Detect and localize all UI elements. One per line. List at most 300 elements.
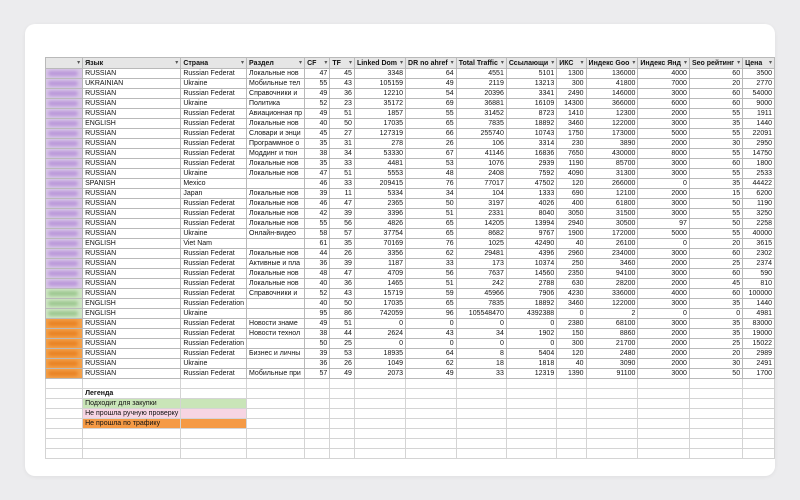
empty-cell[interactable] xyxy=(330,379,355,389)
cell-cf[interactable]: 36 xyxy=(305,259,330,269)
empty-cell[interactable] xyxy=(305,429,330,439)
cell-section[interactable]: Локальные нов xyxy=(247,219,305,229)
cell-iy[interactable]: 2000 xyxy=(638,279,690,289)
empty-cell[interactable] xyxy=(586,449,638,459)
cell-iy[interactable]: 2000 xyxy=(638,339,690,349)
cell-tf[interactable]: 43 xyxy=(330,79,355,89)
cell-country[interactable]: Japan xyxy=(181,189,247,199)
cell-seo[interactable]: 60 xyxy=(689,289,742,299)
cell-cf[interactable]: 42 xyxy=(305,209,330,219)
empty-cell[interactable] xyxy=(305,399,330,409)
cell-dr[interactable]: 33 xyxy=(406,259,457,269)
cell-ref[interactable]: 12319 xyxy=(506,369,556,379)
cell-ref[interactable]: 4396 xyxy=(506,249,556,259)
cell-iks[interactable]: 2940 xyxy=(557,219,586,229)
cell-lang[interactable]: RUSSIAN xyxy=(83,99,181,109)
cell-ig[interactable]: 146000 xyxy=(586,89,638,99)
cell-section[interactable]: Мобильные при xyxy=(247,369,305,379)
column-header[interactable] xyxy=(689,58,742,69)
cell-section[interactable] xyxy=(247,239,305,249)
empty-cell[interactable] xyxy=(330,449,355,459)
cell-iks[interactable]: 1410 xyxy=(557,109,586,119)
cell-ld[interactable]: 2365 xyxy=(354,199,405,209)
cell-ref[interactable]: 47502 xyxy=(506,179,556,189)
cell-iy[interactable]: 8000 xyxy=(638,149,690,159)
cell-ld[interactable]: 17035 xyxy=(354,299,405,309)
cell-iks[interactable]: 2350 xyxy=(557,269,586,279)
cell-country[interactable]: Russian Federation xyxy=(181,339,247,349)
empty-cell[interactable] xyxy=(743,389,775,399)
empty-cell[interactable] xyxy=(181,449,247,459)
cell-lang[interactable]: UKRAINIAN xyxy=(83,79,181,89)
empty-cell[interactable] xyxy=(354,379,405,389)
filter-dropdown-icon[interactable]: ▾ xyxy=(768,60,772,66)
cell-ld[interactable]: 15719 xyxy=(354,289,405,299)
cell-price[interactable]: 1440 xyxy=(743,299,775,309)
empty-cell[interactable] xyxy=(743,379,775,389)
column-header[interactable] xyxy=(181,58,247,69)
empty-cell[interactable] xyxy=(456,409,506,419)
cell-ref[interactable]: 16109 xyxy=(506,99,556,109)
cell-seo[interactable]: 55 xyxy=(689,169,742,179)
cell-tt[interactable]: 255740 xyxy=(456,129,506,139)
empty-cell[interactable] xyxy=(46,379,83,389)
filter-dropdown-icon[interactable]: ▾ xyxy=(299,60,303,66)
empty-cell[interactable] xyxy=(456,399,506,409)
column-header[interactable] xyxy=(406,58,457,69)
cell-ref[interactable]: 13213 xyxy=(506,79,556,89)
cell-country[interactable]: Russian Federat xyxy=(181,259,247,269)
column-header[interactable] xyxy=(354,58,405,69)
cell-section[interactable]: Онлайн-видео xyxy=(247,229,305,239)
empty-cell[interactable] xyxy=(689,409,742,419)
cell-tt[interactable]: 1076 xyxy=(456,159,506,169)
column-header[interactable] xyxy=(46,58,83,69)
cell-price[interactable]: 2989 xyxy=(743,349,775,359)
empty-cell[interactable] xyxy=(638,399,690,409)
cell-ref[interactable]: 18892 xyxy=(506,299,556,309)
cell-ref[interactable]: 2939 xyxy=(506,159,556,169)
cell-tf[interactable]: 49 xyxy=(330,369,355,379)
cell-iy[interactable]: 0 xyxy=(638,309,690,319)
cell-ref[interactable]: 14560 xyxy=(506,269,556,279)
cell-iks[interactable]: 690 xyxy=(557,189,586,199)
cell-tt[interactable]: 106 xyxy=(456,139,506,149)
cell-ref[interactable]: 7906 xyxy=(506,289,556,299)
cell-tt[interactable]: 3197 xyxy=(456,199,506,209)
cell-seo[interactable]: 15 xyxy=(689,189,742,199)
cell-ig[interactable]: 2480 xyxy=(586,349,638,359)
cell-iks[interactable]: 300 xyxy=(557,79,586,89)
cell-ig[interactable]: 136000 xyxy=(586,69,638,79)
cell-tt[interactable]: 7637 xyxy=(456,269,506,279)
column-header[interactable] xyxy=(638,58,690,69)
cell-iks[interactable]: 1900 xyxy=(557,229,586,239)
redacted-site-cell[interactable] xyxy=(46,219,83,229)
cell-iy[interactable]: 5000 xyxy=(638,229,690,239)
cell-iks[interactable]: 14300 xyxy=(557,99,586,109)
empty-cell[interactable] xyxy=(354,419,405,429)
empty-cell[interactable] xyxy=(506,419,556,429)
empty-cell[interactable] xyxy=(586,389,638,399)
cell-section[interactable]: Политика xyxy=(247,99,305,109)
column-header[interactable] xyxy=(83,58,181,69)
cell-iks[interactable]: 630 xyxy=(557,279,586,289)
empty-cell[interactable] xyxy=(743,449,775,459)
empty-cell[interactable] xyxy=(46,419,83,429)
empty-cell[interactable] xyxy=(406,399,457,409)
cell-lang[interactable]: RUSSIAN xyxy=(83,279,181,289)
cell-price[interactable]: 83000 xyxy=(743,319,775,329)
cell-dr[interactable]: 51 xyxy=(406,209,457,219)
cell-tf[interactable]: 53 xyxy=(330,349,355,359)
cell-iks[interactable]: 230 xyxy=(557,139,586,149)
empty-cell[interactable] xyxy=(354,449,405,459)
cell-tt[interactable]: 1025 xyxy=(456,239,506,249)
cell-tf[interactable]: 50 xyxy=(330,119,355,129)
cell-ld[interactable]: 3396 xyxy=(354,209,405,219)
cell-seo[interactable]: 55 xyxy=(689,129,742,139)
cell-price[interactable]: 100000 xyxy=(743,289,775,299)
cell-cf[interactable]: 46 xyxy=(305,199,330,209)
cell-tf[interactable]: 50 xyxy=(330,299,355,309)
cell-ig[interactable]: 3890 xyxy=(586,139,638,149)
cell-ld[interactable]: 53330 xyxy=(354,149,405,159)
cell-cf[interactable]: 40 xyxy=(305,299,330,309)
cell-ig[interactable]: 430000 xyxy=(586,149,638,159)
empty-cell[interactable] xyxy=(506,409,556,419)
empty-cell[interactable] xyxy=(456,389,506,399)
redacted-site-cell[interactable] xyxy=(46,329,83,339)
empty-cell[interactable] xyxy=(46,429,83,439)
cell-ig[interactable]: 3460 xyxy=(586,259,638,269)
cell-ref[interactable]: 18892 xyxy=(506,119,556,129)
legend-swatch-ext[interactable] xyxy=(181,409,247,419)
empty-cell[interactable] xyxy=(557,379,586,389)
cell-country[interactable]: Russian Federat xyxy=(181,129,247,139)
empty-cell[interactable] xyxy=(586,439,638,449)
cell-cf[interactable]: 45 xyxy=(305,129,330,139)
cell-seo[interactable]: 50 xyxy=(689,369,742,379)
cell-ig[interactable]: 266000 xyxy=(586,179,638,189)
cell-section[interactable]: Локальные нов xyxy=(247,189,305,199)
cell-section[interactable]: Локальные нов xyxy=(247,249,305,259)
redacted-site-cell[interactable] xyxy=(46,129,83,139)
empty-cell[interactable] xyxy=(406,379,457,389)
cell-ig[interactable]: 26100 xyxy=(586,239,638,249)
cell-price[interactable]: 1700 xyxy=(743,369,775,379)
cell-ig[interactable]: 366000 xyxy=(586,99,638,109)
cell-tf[interactable]: 23 xyxy=(330,99,355,109)
cell-lang[interactable]: RUSSIAN xyxy=(83,159,181,169)
cell-lang[interactable]: RUSSIAN xyxy=(83,89,181,99)
cell-iks[interactable]: 2960 xyxy=(557,249,586,259)
cell-ld[interactable]: 1187 xyxy=(354,259,405,269)
cell-tt[interactable]: 173 xyxy=(456,259,506,269)
cell-country[interactable]: Russian Federat xyxy=(181,199,247,209)
cell-tf[interactable]: 47 xyxy=(330,199,355,209)
cell-section[interactable]: Активные и пла xyxy=(247,259,305,269)
cell-iks[interactable]: 1750 xyxy=(557,129,586,139)
cell-ld[interactable]: 18935 xyxy=(354,349,405,359)
cell-tt[interactable]: 20396 xyxy=(456,89,506,99)
cell-iy[interactable]: 3000 xyxy=(638,249,690,259)
cell-tf[interactable]: 36 xyxy=(330,279,355,289)
column-header[interactable] xyxy=(557,58,586,69)
cell-iy[interactable]: 3000 xyxy=(638,169,690,179)
cell-section[interactable]: Локальные нов xyxy=(247,169,305,179)
empty-cell[interactable] xyxy=(586,429,638,439)
cell-seo[interactable]: 55 xyxy=(689,229,742,239)
cell-country[interactable]: Russian Federat xyxy=(181,139,247,149)
cell-section[interactable]: Справочники и xyxy=(247,289,305,299)
cell-section[interactable]: Локальные нов xyxy=(247,159,305,169)
cell-seo[interactable]: 50 xyxy=(689,219,742,229)
cell-ref[interactable]: 0 xyxy=(506,319,556,329)
filter-dropdown-icon[interactable]: ▾ xyxy=(348,60,352,66)
cell-tt[interactable]: 33 xyxy=(456,369,506,379)
column-header[interactable] xyxy=(743,58,775,69)
cell-iy[interactable]: 3000 xyxy=(638,269,690,279)
cell-ig[interactable]: 12300 xyxy=(586,109,638,119)
empty-cell[interactable] xyxy=(247,419,305,429)
empty-cell[interactable] xyxy=(247,449,305,459)
cell-dr[interactable]: 54 xyxy=(406,89,457,99)
empty-cell[interactable] xyxy=(586,409,638,419)
cell-dr[interactable]: 67 xyxy=(406,149,457,159)
empty-cell[interactable] xyxy=(743,419,775,429)
filter-dropdown-icon[interactable]: ▾ xyxy=(580,60,584,66)
cell-seo[interactable]: 0 xyxy=(689,309,742,319)
cell-tf[interactable]: 51 xyxy=(330,169,355,179)
cell-cf[interactable]: 46 xyxy=(305,179,330,189)
cell-ld[interactable]: 105159 xyxy=(354,79,405,89)
cell-seo[interactable]: 30 xyxy=(689,359,742,369)
cell-ig[interactable]: 122000 xyxy=(586,119,638,129)
cell-ref[interactable]: 7592 xyxy=(506,169,556,179)
cell-price[interactable]: 40000 xyxy=(743,229,775,239)
cell-iy[interactable]: 2000 xyxy=(638,349,690,359)
cell-ld[interactable]: 5553 xyxy=(354,169,405,179)
redacted-site-cell[interactable] xyxy=(46,109,83,119)
cell-section[interactable] xyxy=(247,309,305,319)
empty-cell[interactable] xyxy=(46,399,83,409)
column-header[interactable] xyxy=(586,58,638,69)
cell-tt[interactable]: 104 xyxy=(456,189,506,199)
empty-cell[interactable] xyxy=(689,419,742,429)
cell-dr[interactable]: 62 xyxy=(406,359,457,369)
cell-dr[interactable]: 69 xyxy=(406,99,457,109)
cell-price[interactable]: 54000 xyxy=(743,89,775,99)
cell-lang[interactable]: SPANISH xyxy=(83,179,181,189)
cell-tf[interactable]: 47 xyxy=(330,269,355,279)
column-header[interactable] xyxy=(247,58,305,69)
filter-dropdown-icon[interactable]: ▾ xyxy=(737,60,741,66)
cell-tf[interactable]: 34 xyxy=(330,149,355,159)
cell-dr[interactable]: 62 xyxy=(406,249,457,259)
empty-cell[interactable] xyxy=(354,389,405,399)
cell-price[interactable]: 2258 xyxy=(743,219,775,229)
cell-lang[interactable]: RUSSIAN xyxy=(83,319,181,329)
empty-cell[interactable] xyxy=(456,429,506,439)
cell-iy[interactable]: 6000 xyxy=(638,99,690,109)
cell-lang[interactable]: ENGLISH xyxy=(83,119,181,129)
empty-cell[interactable] xyxy=(506,389,556,399)
cell-ref[interactable]: 3341 xyxy=(506,89,556,99)
cell-price[interactable]: 2950 xyxy=(743,139,775,149)
redacted-site-cell[interactable] xyxy=(46,299,83,309)
cell-tf[interactable]: 43 xyxy=(330,289,355,299)
empty-cell[interactable] xyxy=(506,379,556,389)
cell-tf[interactable]: 39 xyxy=(330,209,355,219)
cell-tf[interactable]: 86 xyxy=(330,309,355,319)
cell-dr[interactable]: 51 xyxy=(406,279,457,289)
cell-ref[interactable]: 2788 xyxy=(506,279,556,289)
cell-country[interactable]: Ukraine xyxy=(181,169,247,179)
redacted-site-cell[interactable] xyxy=(46,239,83,249)
cell-ld[interactable]: 0 xyxy=(354,319,405,329)
cell-tt[interactable]: 7835 xyxy=(456,119,506,129)
cell-tt[interactable]: 7835 xyxy=(456,299,506,309)
cell-country[interactable]: Russian Federat xyxy=(181,349,247,359)
cell-ld[interactable]: 4481 xyxy=(354,159,405,169)
redacted-site-cell[interactable] xyxy=(46,99,83,109)
cell-ig[interactable]: 28200 xyxy=(586,279,638,289)
cell-price[interactable]: 1190 xyxy=(743,199,775,209)
cell-iy[interactable]: 2000 xyxy=(638,259,690,269)
cell-iy[interactable]: 7000 xyxy=(638,79,690,89)
cell-dr[interactable]: 65 xyxy=(406,119,457,129)
cell-ld[interactable]: 1049 xyxy=(354,359,405,369)
cell-lang[interactable]: RUSSIAN xyxy=(83,219,181,229)
empty-cell[interactable] xyxy=(406,419,457,429)
cell-seo[interactable]: 25 xyxy=(689,339,742,349)
cell-country[interactable]: Russian Federat xyxy=(181,369,247,379)
cell-dr[interactable]: 50 xyxy=(406,199,457,209)
cell-country[interactable]: Russian Federat xyxy=(181,249,247,259)
empty-cell[interactable] xyxy=(638,389,690,399)
cell-tf[interactable]: 26 xyxy=(330,359,355,369)
cell-dr[interactable]: 64 xyxy=(406,69,457,79)
cell-ig[interactable]: 336000 xyxy=(586,289,638,299)
cell-dr[interactable]: 76 xyxy=(406,179,457,189)
cell-ref[interactable]: 5101 xyxy=(506,69,556,79)
cell-lang[interactable]: RUSSIAN xyxy=(83,209,181,219)
cell-tf[interactable]: 36 xyxy=(330,89,355,99)
cell-tt[interactable]: 31452 xyxy=(456,109,506,119)
cell-section[interactable]: Локальные нов xyxy=(247,209,305,219)
cell-cf[interactable]: 61 xyxy=(305,239,330,249)
cell-ld[interactable]: 2073 xyxy=(354,369,405,379)
cell-country[interactable]: Viet Nam xyxy=(181,239,247,249)
cell-iy[interactable]: 4000 xyxy=(638,289,690,299)
cell-price[interactable]: 3250 xyxy=(743,209,775,219)
cell-tt[interactable]: 36881 xyxy=(456,99,506,109)
cell-seo[interactable]: 25 xyxy=(689,259,742,269)
cell-cf[interactable]: 52 xyxy=(305,99,330,109)
spreadsheet-viewport[interactable] xyxy=(45,57,775,469)
cell-dr[interactable]: 0 xyxy=(406,339,457,349)
cell-price[interactable]: 2491 xyxy=(743,359,775,369)
cell-cf[interactable]: 49 xyxy=(305,319,330,329)
cell-ref[interactable]: 0 xyxy=(506,339,556,349)
empty-cell[interactable] xyxy=(743,439,775,449)
cell-tf[interactable]: 33 xyxy=(330,159,355,169)
cell-dr[interactable]: 49 xyxy=(406,79,457,89)
cell-dr[interactable]: 65 xyxy=(406,219,457,229)
cell-price[interactable]: 19000 xyxy=(743,329,775,339)
empty-cell[interactable] xyxy=(638,409,690,419)
cell-tt[interactable]: 2331 xyxy=(456,209,506,219)
cell-ref[interactable]: 1333 xyxy=(506,189,556,199)
cell-ld[interactable]: 12210 xyxy=(354,89,405,99)
empty-cell[interactable] xyxy=(330,419,355,429)
column-header[interactable] xyxy=(506,58,556,69)
column-header[interactable] xyxy=(330,58,355,69)
redacted-site-cell[interactable] xyxy=(46,209,83,219)
cell-cf[interactable]: 35 xyxy=(305,139,330,149)
cell-ig[interactable]: 91100 xyxy=(586,369,638,379)
cell-section[interactable]: Локальные нов xyxy=(247,119,305,129)
cell-seo[interactable]: 60 xyxy=(689,269,742,279)
cell-dr[interactable]: 59 xyxy=(406,289,457,299)
cell-iy[interactable]: 0 xyxy=(638,179,690,189)
cell-cf[interactable]: 39 xyxy=(305,349,330,359)
redacted-site-cell[interactable] xyxy=(46,359,83,369)
cell-tf[interactable]: 35 xyxy=(330,239,355,249)
empty-cell[interactable] xyxy=(689,439,742,449)
cell-dr[interactable]: 53 xyxy=(406,159,457,169)
cell-section[interactable]: Авиационная пр xyxy=(247,109,305,119)
empty-cell[interactable] xyxy=(305,439,330,449)
cell-lang[interactable]: ENGLISH xyxy=(83,309,181,319)
empty-cell[interactable] xyxy=(83,449,181,459)
cell-iy[interactable]: 3000 xyxy=(638,319,690,329)
cell-seo[interactable]: 55 xyxy=(689,149,742,159)
cell-ref[interactable]: 4392388 xyxy=(506,309,556,319)
cell-country[interactable]: Ukraine xyxy=(181,359,247,369)
cell-ld[interactable]: 209415 xyxy=(354,179,405,189)
cell-seo[interactable]: 60 xyxy=(689,159,742,169)
cell-country[interactable]: Russian Federat xyxy=(181,119,247,129)
filter-dropdown-icon[interactable]: ▾ xyxy=(551,60,555,66)
empty-cell[interactable] xyxy=(354,439,405,449)
cell-section[interactable] xyxy=(247,339,305,349)
cell-cf[interactable]: 35 xyxy=(305,159,330,169)
cell-ld[interactable]: 2624 xyxy=(354,329,405,339)
cell-tt[interactable]: 18 xyxy=(456,359,506,369)
empty-cell[interactable] xyxy=(247,379,305,389)
cell-tf[interactable]: 33 xyxy=(330,179,355,189)
cell-iy[interactable]: 2000 xyxy=(638,359,690,369)
cell-country[interactable]: Russian Federat xyxy=(181,269,247,279)
cell-section[interactable]: Локальные нов xyxy=(247,199,305,209)
empty-cell[interactable] xyxy=(330,399,355,409)
empty-cell[interactable] xyxy=(305,409,330,419)
cell-price[interactable]: 810 xyxy=(743,279,775,289)
cell-cf[interactable]: 44 xyxy=(305,249,330,259)
cell-dr[interactable]: 96 xyxy=(406,309,457,319)
cell-seo[interactable]: 30 xyxy=(689,139,742,149)
cell-dr[interactable]: 66 xyxy=(406,129,457,139)
redacted-site-cell[interactable] xyxy=(46,119,83,129)
cell-cf[interactable]: 47 xyxy=(305,169,330,179)
empty-cell[interactable] xyxy=(586,419,638,429)
cell-lang[interactable]: RUSSIAN xyxy=(83,169,181,179)
cell-dr[interactable]: 26 xyxy=(406,139,457,149)
empty-cell[interactable] xyxy=(181,429,247,439)
cell-seo[interactable]: 55 xyxy=(689,209,742,219)
